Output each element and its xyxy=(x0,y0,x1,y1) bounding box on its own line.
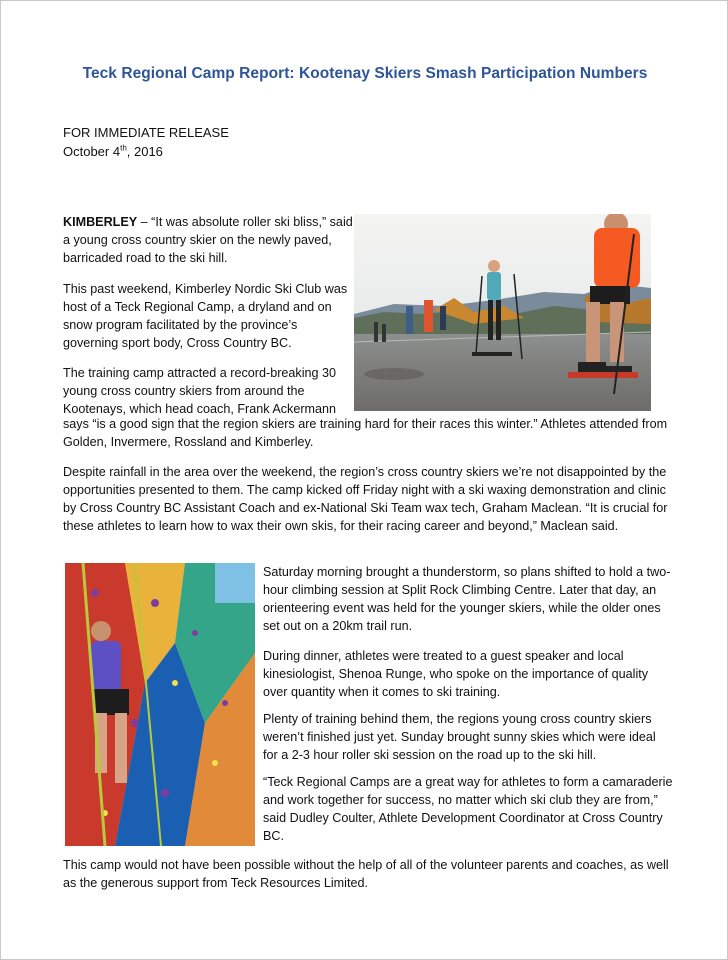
date-text: October 4 xyxy=(63,144,121,159)
release-label: FOR IMMEDIATE RELEASE xyxy=(63,125,229,140)
paragraph-1-text: – “It was absolute roller ski bliss,” said a young cross country skier on the newly paved, barricaded road to the ski hill. xyxy=(63,215,353,265)
paragraph-3-bottom: says “is a good sign that the region skiers are training hard for their races this winter.” Athletes attended from Golden, Invermere, Rossland and Kimberley. xyxy=(63,417,668,449)
date-year: , 2016 xyxy=(126,144,163,159)
date-suffix: th xyxy=(120,143,127,153)
climbing-photo xyxy=(65,563,255,846)
document-title: Teck Regional Camp Report: Kootenay Skiers Smash Participation Numbers xyxy=(82,65,648,82)
paragraph-2: This past weekend, Kimberley Nordic Ski Club was host of a Teck Regional Camp, a dryland and on snow program facilitated by the province’s governing sport body, Cross Country BC. xyxy=(63,282,348,350)
paragraph-4: Despite rainfall in the area over the weekend, the region’s cross country skiers we’re not disappointed by the opportunities presented to them. The camp kicked off Friday night with a ski waxing demonstration and clinic by Cross Country BC Assistant Coach and ex-National Ski Team wax tech, Graham Maclean. “It is crucial for these athletes to learn how to wax their own skis, for their racing career and beyond,” Maclean said. xyxy=(63,465,668,533)
dateline: KIMBERLEY xyxy=(63,215,138,229)
release-date xyxy=(63,142,163,161)
roller-ski-photo xyxy=(354,214,651,411)
paragraph-7: Plenty of training behind them, the regions young cross country skiers weren’t finished just yet. Sunday brought sunny skies which were ideal for a 2-3 hour roller ski session on the road up to the ski hill. xyxy=(263,712,656,762)
paragraph-9: This camp would not have been possible without the help of all of the volunteer parents and coaches, as well as the generous support from Teck Resources Limited. xyxy=(63,858,669,890)
paragraph-5: Saturday morning brought a thunderstorm, so plans shifted to hold a two-hour climbing session at Split Rock Climbing Centre. Later that day, an orienteering event was held for the younger skiers, while the older ones set out on a 20km trail run. xyxy=(263,565,671,633)
paragraph-1 xyxy=(63,213,355,267)
paragraph-8: “Teck Regional Camps are a great way for athletes to form a camaraderie and work together for success, no matter which ski club they are from,” said Dudley Coulter, Athlete Development Coordinator at Cross Country BC. xyxy=(263,775,673,843)
paragraph-3-top: The training camp attracted a record-breaking 30 young cross country skiers from around the Kootenays, which head coach, Frank Ackermann xyxy=(63,366,337,416)
paragraph-6: During dinner, athletes were treated to a guest speaker and local kinesiologist, Shenoa Runge, who spoke on the importance of quality over quantity when it comes to ski training. xyxy=(263,649,649,699)
